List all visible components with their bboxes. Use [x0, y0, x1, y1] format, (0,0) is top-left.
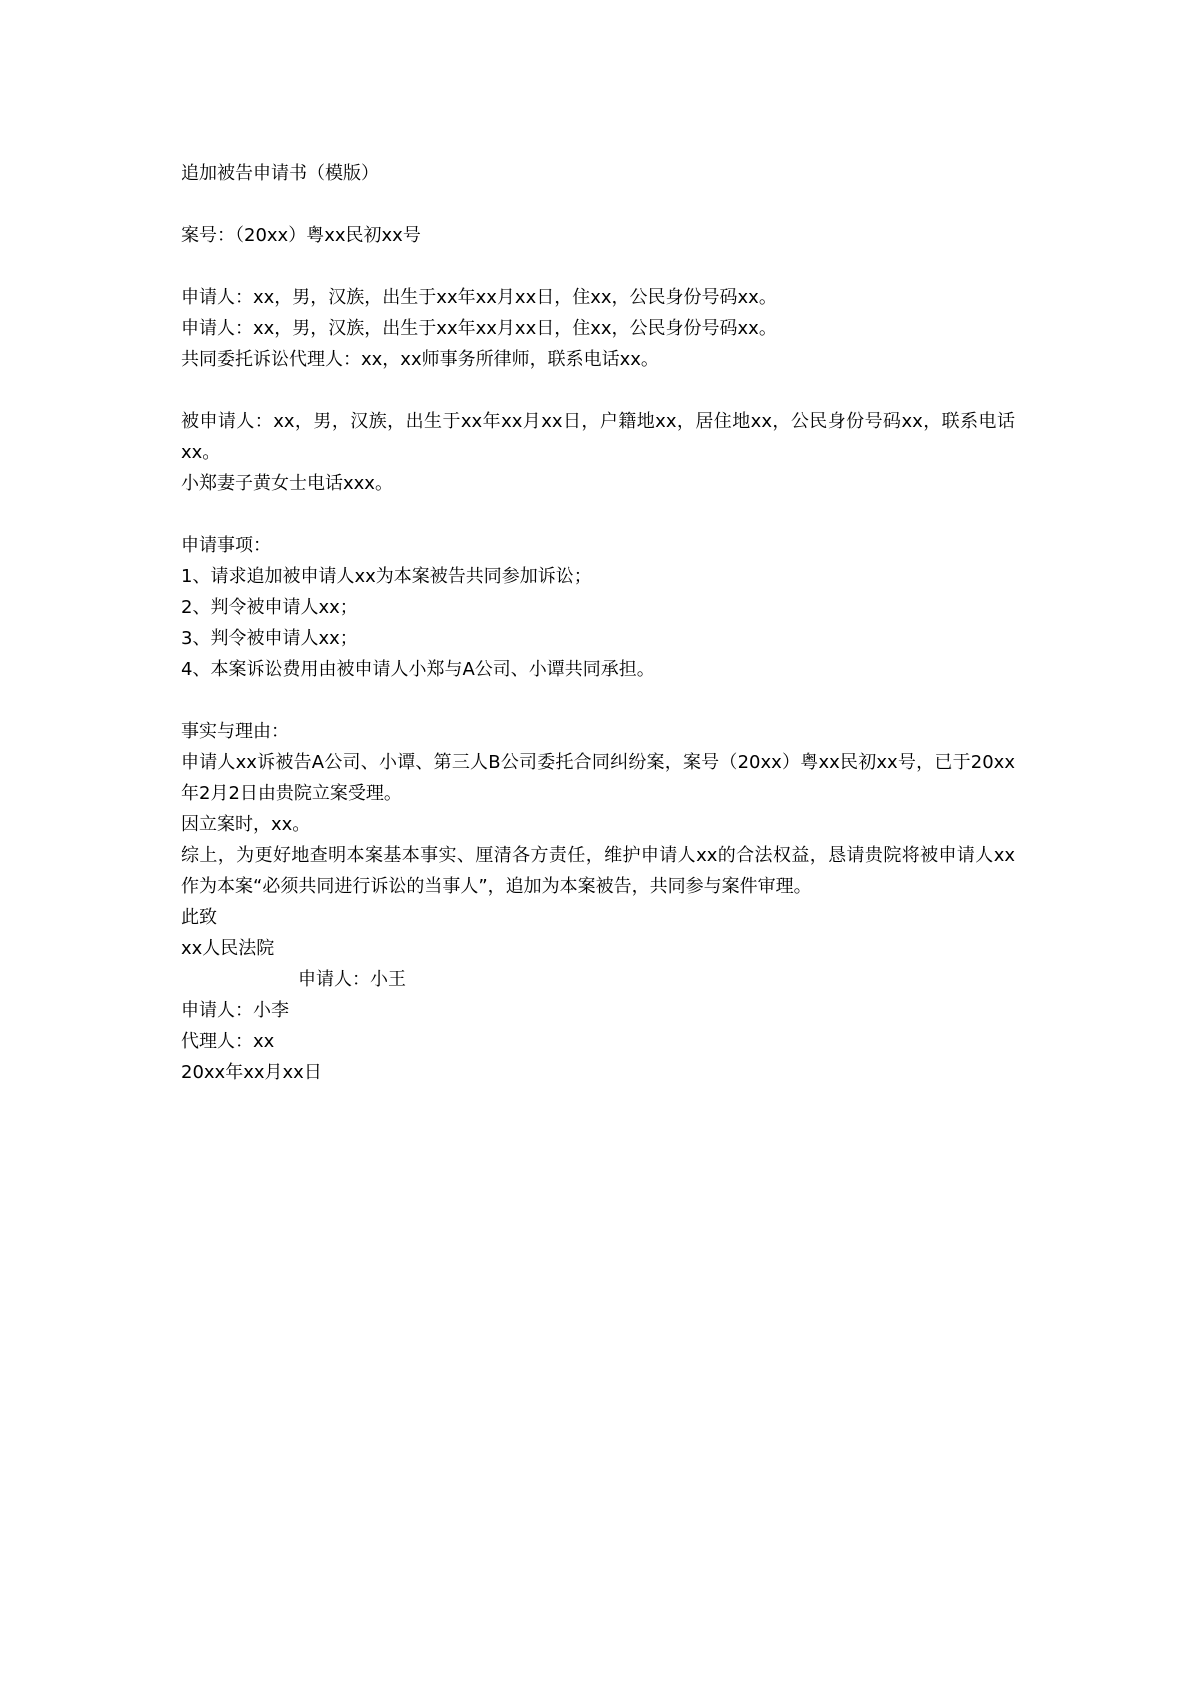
signer-2: 申请人：小李 [181, 1000, 289, 1021]
request-item-4: 4、本案诉讼费用由被申请人小郑与A公司、小谭共同承担。 [181, 659, 655, 680]
case-number: 案号：（20xx）粤xx民初xx号 [181, 225, 421, 246]
spacer [181, 685, 1015, 716]
requests-heading: 申请事项： [181, 535, 271, 556]
facts-heading: 事实与理由： [181, 721, 289, 742]
signature-date: 20xx年xx月xx日 [181, 1062, 322, 1083]
spacer [181, 251, 1015, 282]
agent-signature: 代理人：xx [181, 1031, 275, 1052]
request-item-2: 2、判令被申请人xx； [181, 597, 358, 618]
applicant-2: 申请人：xx，男，汉族，出生于xx年xx月xx日，住xx，公民身份号码xx。 [181, 318, 777, 339]
salutation: 此致 [181, 907, 217, 928]
document-title: 追加被告申请书（模版） [181, 163, 379, 184]
facts-paragraph-2: 因立案时，xx。 [181, 814, 311, 835]
respondent-info: 被申请人：xx，男，汉族，出生于xx年xx月xx日，户籍地xx，居住地xx，公民身份号码xx，联系电话xx。 [181, 411, 1015, 463]
spacer [181, 375, 1015, 406]
spacer [181, 499, 1015, 530]
facts-paragraph-3: 综上，为更好地查明本案基本事实、厘清各方责任，维护申请人xx的合法权益，恳请贵院将被申请人xx作为本案“必须共同进行诉讼的当事人”，追加为本案被告，共同参与案件审理。 [181, 845, 1015, 897]
request-item-3: 3、判令被申请人xx； [181, 628, 358, 649]
document-body [181, 158, 1015, 1088]
facts-paragraph-1: 申请人xx诉被告A公司、小谭、第三人B公司委托合同纠纷案，案号（20xx）粤xx民初xx号，已于20xx年2月2日由贵院立案受理。 [181, 752, 1015, 804]
applicant-1: 申请人：xx，男，汉族，出生于xx年xx月xx日，住xx，公民身份号码xx。 [181, 287, 777, 308]
signer-1: 申请人：小王 [298, 969, 406, 990]
request-item-1: 1、请求追加被申请人xx为本案被告共同参加诉讼； [181, 566, 592, 587]
spacer [181, 189, 1015, 220]
litigation-agent: 共同委托诉讼代理人：xx，xx师事务所律师，联系电话xx。 [181, 349, 659, 370]
respondent-note: 小郑妻子黄女士电话xxx。 [181, 473, 393, 494]
court-name: xx人民法院 [181, 938, 275, 959]
